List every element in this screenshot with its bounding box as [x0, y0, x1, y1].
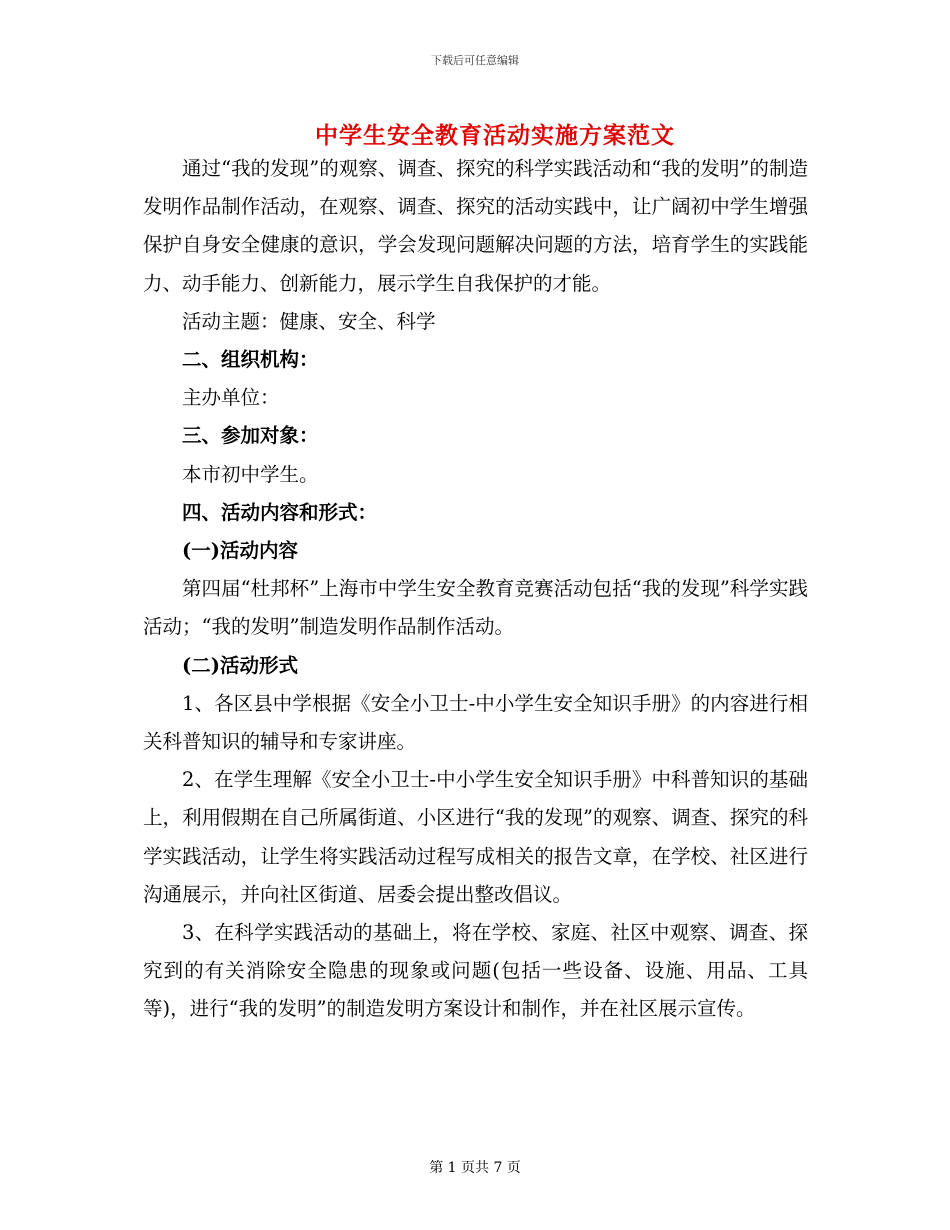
participants-line: 本市初中学生。: [182, 462, 319, 486]
organizer-line: 主办单位：: [182, 386, 280, 410]
form-item-2: 2、在学生理解《安全小卫士-中小学生安全知识手册》中科普知识的基础上，利用假期在自己所属街道、小区进行“我的发现”的观察、调查、探究的科学实践活动，让学生将实践活动过程写成相关的报告文章，在学校、社区进行沟通展示，并向社区街道、居委会提出整改倡议。: [143, 768, 808, 906]
activity-theme: 活动主题：健康、安全、科学: [182, 309, 436, 333]
subheading-content: (一)活动内容: [182, 539, 298, 563]
subheading-form: (二)活动形式: [182, 653, 298, 677]
form-item-3: 3、在科学实践活动的基础上，将在学校、家庭、社区中观察、调查、探究到的有关消除安全隐患的现象或问题(包括一些设备、设施、用品、工具等)，进行“我的发明”的制造发明方案设计和制作，并在社区展示宣传。: [143, 921, 808, 1021]
page-footer: 第 1 页共 7 页: [429, 1160, 521, 1176]
form-item-1: 1、各区县中学根据《安全小卫士-中小学生安全知识手册》的内容进行相关科普知识的辅导和专家讲座。: [143, 691, 808, 754]
section-heading-content-form: 四、活动内容和形式：: [182, 500, 378, 524]
document-body: [143, 150, 808, 1029]
document-title: 中学生安全教育活动实施方案范文: [315, 122, 675, 149]
content-paragraph: 第四届“杜邦杯”上海市中学生安全教育竞赛活动包括“我的发现”科学实践活动；“我的发明”制造发明作品制作活动。: [143, 577, 808, 639]
section-heading-participants: 三、参加对象：: [182, 424, 319, 448]
header-note: 下载后可任意编辑: [431, 54, 519, 67]
intro-paragraph: 通过“我的发现”的观察、调查、探究的科学实践活动和“我的发明”的制造发明作品制作活动，在观察、调查、探究的活动实践中，让广阔初中学生增强保护自身安全健康的意识，学会发现问题解决问题的方法，培育学生的实践能力、动手能力、创新能力，展示学生自我保护的才能。: [143, 157, 808, 295]
section-heading-organization: 二、组织机构：: [182, 348, 319, 372]
